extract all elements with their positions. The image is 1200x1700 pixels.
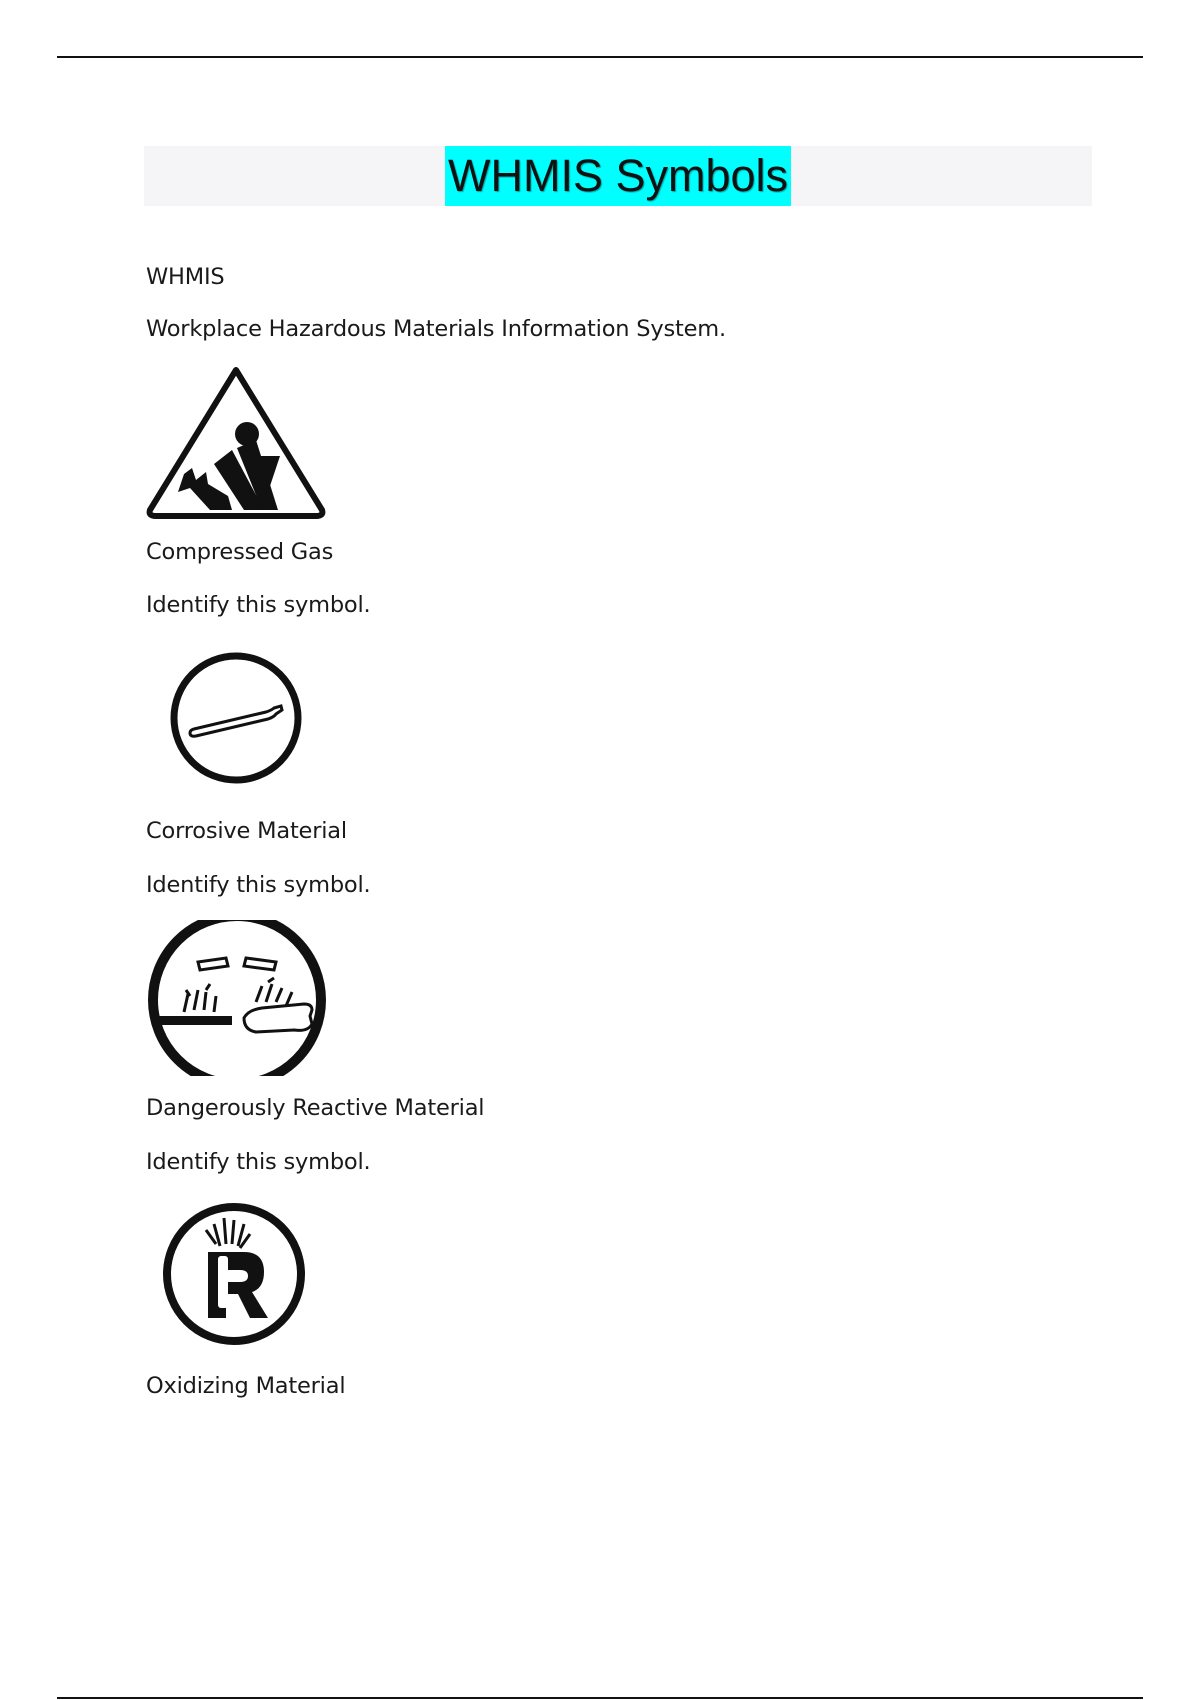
reactive-r-icon bbox=[160, 1200, 308, 1348]
card-4-answer: Oxidizing Material bbox=[146, 1373, 346, 1399]
gas-cylinder-icon bbox=[166, 650, 306, 786]
card-1-prompt: Identify this symbol. bbox=[146, 592, 371, 618]
card-1-answer: Compressed Gas bbox=[146, 539, 334, 565]
triangle-hazard-icon bbox=[144, 364, 328, 520]
title-band bbox=[144, 146, 1092, 206]
corrosive-icon bbox=[144, 920, 330, 1076]
term-label: WHMIS bbox=[146, 264, 225, 290]
page-title: WHMIS Symbols bbox=[445, 146, 791, 206]
bottom-rule bbox=[57, 1697, 1143, 1699]
card-2-answer: Corrosive Material bbox=[146, 818, 347, 844]
term-definition: Workplace Hazardous Materials Information System. bbox=[146, 316, 726, 342]
top-rule bbox=[57, 56, 1143, 58]
card-3-answer: Dangerously Reactive Material bbox=[146, 1095, 485, 1121]
card-3-prompt: Identify this symbol. bbox=[146, 1149, 371, 1175]
card-2-prompt: Identify this symbol. bbox=[146, 872, 371, 898]
